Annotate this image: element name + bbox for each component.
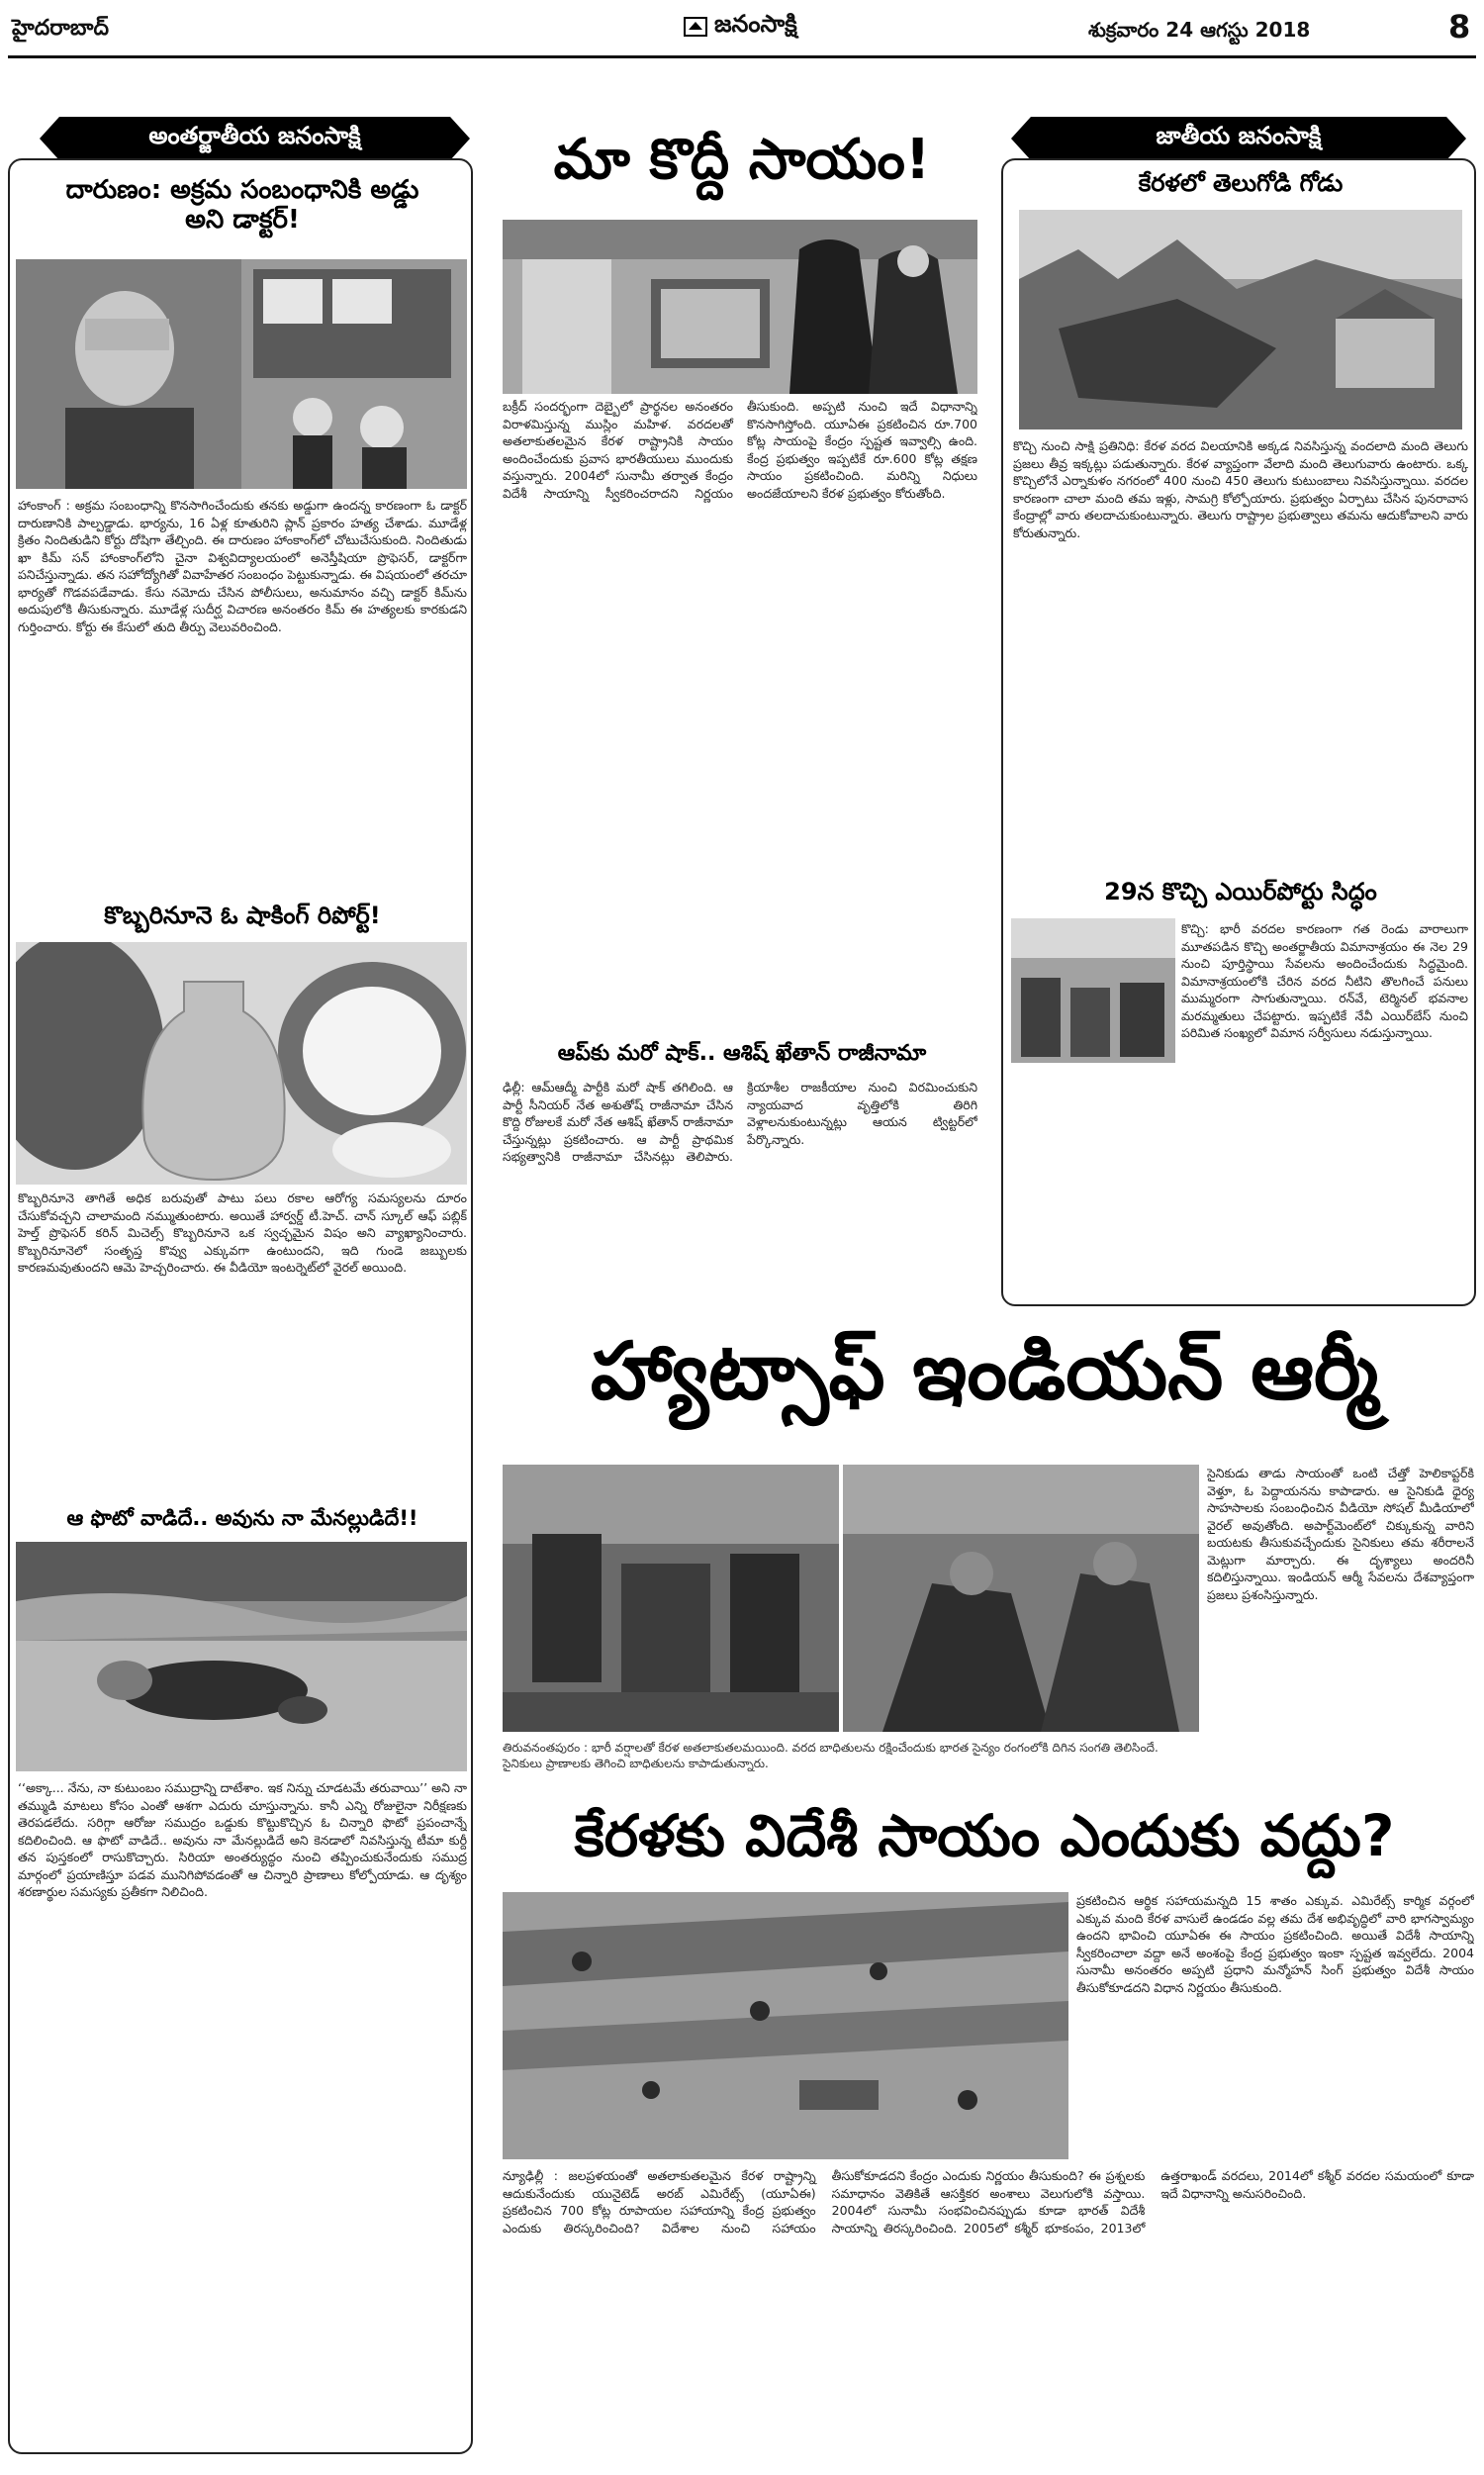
center-story1-photo	[503, 220, 977, 394]
feature-body: సైనికుడు తాడు సాయంతో ఒంటి చేత్తో హెలికాప్టర్‌కి వెళ్తూ, ఓ పెద్దాయనను కాపాడారు. ఆ సైనికుడి ధైర్య సాహసాలకు సంబంధించిన వీడియో సోషల్ మీడియాలో వైరల్ అవుతోంది. అపార్ట్‌మెంట్‌లో చిక్కుకున్న వారిని బయటకు తీసుకువచ్చేందుకు సైనికులు తమ శరీరాలనే మెట్లుగా మార్చారు. ఈ దృశ్యాలు అందరినీ కదిలిస్తున్నాయి. ఇండియన్ ఆర్మీ సేవలను దేశవ్యాప్తంగా ప్రజలు ప్రశంసిస్తున్నారు.	[1207, 1466, 1474, 1602]
section-tab-national-label: జాతీయ జనంసాక్షి	[1156, 122, 1322, 149]
right-story2-headline: 29న కొచ్చి ఎయిర్‌పోర్టు సిద్ధం	[1104, 878, 1377, 905]
center-story1-headline: మా కొద్దీ సాయం!	[553, 128, 931, 192]
masthead-rule	[8, 55, 1476, 58]
feature-caption: తిరువనంతపురం : భారీ వర్షాలతో కేరళ అతలాకుతలమయింది. వరద బాధితులను రక్షించేందుకు భారత సైన్యం రంగంలోకి దిగిన సంగతి తెలిసిందే. సైనికులు ప్రాణాలకు తెగించి బాధితులను కాపాడుతున్నారు.	[503, 1741, 1159, 1770]
right-story1-headline: కేరళలో తెలుగోడి గోడు	[1138, 169, 1344, 197]
masthead-date: శుక్రవారం 24 ఆగస్టు 2018	[1088, 18, 1311, 42]
right-story2-photo	[1011, 918, 1175, 1063]
feature-headline: హ్యాట్సాఫ్ ఇండియన్ ఆర్మీ	[590, 1325, 1379, 1417]
section-tab-international	[59, 117, 450, 160]
left-story2-body: కొబ్బరినూనె తాగితే అధిక బరువుతో పాటు పలు రకాల ఆరోగ్య సమస్యలను దూరం చేసుకోవచ్చని చాలామంది నమ్ముతుంటారు. అయితే హార్వర్డ్ టీ.హెచ్. చాన్ స్కూల్ ఆఫ్ పబ్లిక్ హెల్త్ ప్రొఫెసర్ కరిన్ మిచెల్స్ కొబ్బరినూనె ఒక స్వచ్ఛమైన విషం అని వ్యాఖ్యానించారు. కొబ్బరినూనెలో సంతృప్త కొవ్వు ఎక్కువగా ఉంటుందని, ఇది గుండె జబ్బులకు కారణమవుతుందని ఆమె హెచ్చరించారు. ఈ వీడియో ఇంటర్నెట్‌లో వైరల్ అయింది.	[18, 1190, 467, 1275]
section-tab-international-label: అంతర్జాతీయ జనంసాక్షి	[148, 122, 361, 149]
left-story1-photo	[16, 259, 467, 489]
coconut-oil-image	[16, 942, 467, 1185]
feature-photo-left	[503, 1465, 839, 1732]
left-story1-headline: దారుణం: అక్రమ సంబంధానికి అడ్డు అని డాక్టర్!	[65, 175, 419, 235]
army-rescue-image-1	[503, 1465, 839, 1732]
airport-photo-image	[1011, 918, 1175, 1063]
doctor-photo-image	[16, 259, 467, 489]
army-rescue-image-2	[843, 1465, 1199, 1732]
right-story2-body: కొచ్చి: భారీ వరదల కారణంగా గత రెండు వారాలుగా మూతపడిన కొచ్చి అంతర్జాతీయ విమానాశ్రయం ఈ నెల 29 నుంచి పూర్తిస్థాయి సేవలను అందించేందుకు సిద్ధమైంది. విమానాశ్రయంలోకి చేరిన వరద నీటిని తొలగించే పనులు ముమ్మరంగా సాగుతున్నాయి. రన్‌వే, టెర్మినల్ భవనాల మరమ్మతులు చేపట్టారు. ఇప్పటికే నేవీ ఎయిర్‌బేస్ నుంచి పరిమిత సంఖ్యలో విమాన సర్వీసులు నడుస్తున్నాయి.	[1181, 921, 1468, 1040]
left-column-box	[8, 158, 473, 2454]
logo-emblem-icon	[683, 14, 708, 40]
left-story3-body: ‘‘అక్కా... నేను, నా కుటుంబం సముద్రాన్ని దాటేశాం. ఇక నిన్ను చూడటమే తరువాయి’’ అని నా తమ్ముడి మాటలు కోసం ఎంతో ఆశగా ఎదురు చూస్తున్నాను. కానీ ఎన్ని రోజులైనా నిరీక్షణకు తెరపడలేదు. సరిగ్గా ఆరోజు సముద్రం ఒడ్డుకు కొట్టుకొచ్చిన ఓ చిన్నారి ఫొటో ప్రపంచాన్నే కదిలించింది. ఆ ఫొటో వాడిదే.. అవును నా మేనల్లుడిదే అని కెనడాలో నివసిస్తున్న టీమా కుర్దీ తన పుస్తకంలో రాసుకొచ్చారు. సిరియా అంతర్యుద్ధం నుంచి తప్పించుకునేందుకు సముద్ర మార్గంలో ప్రయాణిస్తూ పడవ మునిగిపోవడంతో ఆ చిన్నారి ప్రాణాలు కోల్పోయాడు. ఆ దృశ్యం శరణార్థుల సమస్యకు ప్రతీకగా నిలిచింది.	[18, 1780, 467, 1899]
flood-damage-image	[1019, 210, 1462, 429]
right-story1-body: కొచ్చి నుంచి సాక్షి ప్రతినిధి: కేరళ వరద విలయానికి అక్కడ నివసిస్తున్న వందలాది మంది తెలుగు ప్రజలు తీవ్ర ఇక్కట్లు పడుతున్నారు. కేరళ వ్యాప్తంగా వేలాది మంది తెలుగువారు ఉంటారు. ఒక్క కొచ్చిలోనే ఎర్నాకుళం నగరంలో 400 నుంచి 450 తెలుగు కుటుంబాలు నివసిస్తున్నాయి. వరదల కారణంగా చాలా మంది తమ ఇళ్లు, సామగ్రి కోల్పోయారు. ప్రభుత్వం ఏర్పాటు చేసిన పునరావాస కేంద్రాల్లో వారు తలదాచుకుంటున్నారు. తెలుగు రాష్ట్రాల ప్రభుత్వాలు తమను ఆదుకోవాలని వారు కోరుతున్నారు.	[1013, 438, 1468, 540]
donation-photo-image	[503, 220, 977, 394]
left-story1-body: హాంకాంగ్ : అక్రమ సంబంధాన్ని కొనసాగించేందుకు తనకు అడ్డుగా ఉందన్న కారణంగా ఓ డాక్టర్ దారుణానికి పాల్పడ్డాడు. భార్యను, 16 ఏళ్ల కూతురిని ప్లాన్ ప్రకారం హత్య చేశాడు. మూడేళ్ల క్రితం నిందితుడిని కోర్టు దోషిగా తేల్చింది. ఈ దారుణం హాంకాంగ్‌లో చోటుచేసుకుంది. నిందితుడు ఖా కిమ్ సన్ హాంకాంగ్‌లోని చైనా విశ్వవిద్యాలయంలో అనెస్తీషియా ప్రొఫెసర్, డాక్టర్‌గా పనిచేస్తున్నాడు. తన సహోద్యోగితో వివాహేతర సంబంధం పెట్టుకున్నాడు. ఈ విషయంలో తరచూ భార్యతో గొడవపడేవాడు. కేసు నమోదు చేసిన పోలీసులు, అనుమానం వచ్చి డాక్టర్ కిమ్‌ను అదుపులోకి తీసుకున్నారు. మూడేళ్ల సుదీర్ఘ విచారణ అనంతరం కిమ్ ఈ హత్యలకు కారకుడని గుర్తించారు. కోర్టు ఈ కేసులో తుది తీర్పు వెలువరించింది.	[18, 498, 467, 634]
beach-child-image	[16, 1542, 467, 1771]
right-column-box	[1001, 158, 1476, 1306]
right-story1-photo	[1019, 210, 1462, 429]
left-story2-headline: కొబ్బరినూనె ఓ షాకింగ్ రిపోర్ట్!	[104, 902, 381, 929]
page-number: 8	[1448, 8, 1471, 46]
feature-photo-right	[843, 1465, 1199, 1732]
left-story2-photo	[16, 942, 467, 1185]
left-story3-photo	[16, 1542, 467, 1771]
bottom-body: న్యూఢిల్లీ : జలప్రళయంతో అతలాకుతలమైన కేరళ రాష్ట్రాన్ని ఆదుకునేందుకు యునైటెడ్ అరబ్ ఎమిరేట్స్ (యూఏఈ) ప్రకటించిన 700 కోట్ల రూపాయల సహాయాన్ని కేంద్ర ప్రభుత్వం ఎందుకు తిరస్కరించింది? విదేశాల నుంచి సహాయం తీసుకోకూడదని కేంద్రం ఎందుకు నిర్ణయం తీసుకుంది? ఈ ప్రశ్నలకు సమాధానం వెతికితే ఆసక్తికర అంశాలు వెలుగులోకి వస్తాయి. 2004లో సునామీ సంభవించినప్పుడు కూడా భారత్ విదేశీ సాయాన్ని తిరస్కరించింది. 2005లో కశ్మీర్ భూకంపం, 2013లో ఉత్తరాఖండ్ వరదలు, 2014లో కశ్మీర్ వరదల సమయంలో కూడా ఇదే విధానాన్ని అనుసరించింది.	[503, 2168, 1474, 2236]
masthead-logo	[683, 10, 797, 44]
bottom-headline: కేరళకు విదేశీ సాయం ఎందుకు వద్దు?	[574, 1802, 1395, 1869]
center-story2-headline: ఆప్‌కు మరో షాక్.. ఆశిష్ ఖేతాన్ రాజీనామా	[557, 1041, 927, 1066]
bottom-side-body: ప్రకటించిన ఆర్థిక సహాయమన్నది 15 శాతం ఎక్కువ. ఎమిరేట్స్ కార్మిక వర్గంలో ఎక్కువ మంది కేరళ వాసులే ఉండడం వల్ల తమ దేశ అభివృద్ధిలో వారి భాగస్వామ్యం ఉందని భావించి యూఏఈ ఈ సాయం ప్రకటించింది. అయితే విదేశీ సాయాన్ని స్వీకరించాలా వద్దా అనే అంశంపై కేంద్ర ప్రభుత్వం ఇంకా స్పష్టత ఇవ్వలేదు. 2004 సునామీ అనంతరం అప్పటి ప్రధాని మన్మోహన్ సింగ్ ప్రభుత్వం విదేశీ సాయం తీసుకోకూడదని విధాన నిర్ణయం తీసుకుంది.	[1076, 1893, 1474, 1995]
flood-rescue-aerial-image	[503, 1892, 1068, 2159]
center-story1-body: బక్రీద్ సందర్భంగా దెబ్బైలో ప్రార్థనల అనంతరం విరాళమిస్తున్న ముస్లిం మహిళ. వరదలతో అతలాకుతలమైన కేరళ రాష్ట్రానికి సాయం అందించేందుకు ప్రవాస భారతీయులు ముందుకు వస్తున్నారు. 2004లో సునామీ తర్వాత కేంద్రం విదేశీ సాయాన్ని స్వీకరించరాదని నిర్ణయం తీసుకుంది. అప్పటి నుంచి ఇదే విధానాన్ని కొనసాగిస్తోంది. యూఏఈ ప్రకటించిన రూ.700 కోట్ల సాయంపై కేంద్రం స్పష్టత ఇవ్వాల్సి ఉంది. కేంద్ర ప్రభుత్వం ఇప్పటికే రూ.600 కోట్ల తక్షణ సాయం ప్రకటించింది. మరిన్ని నిధులు అందజేయాలని కేరళ ప్రభుత్వం కోరుతోంది.	[503, 399, 977, 501]
section-tab-national	[1031, 117, 1446, 160]
bottom-photo	[503, 1892, 1068, 2159]
left-story3-headline: ఆ ఫొటో వాడిదే.. అవును నా మేనల్లుడిదే!!	[66, 1506, 418, 1530]
masthead-logo-text: జనంసాక్షి	[714, 10, 797, 38]
masthead-city: హైదరాబాద్	[12, 16, 109, 41]
center-story2-body: ఢిల్లీ: ఆమ్‌ఆద్మీ పార్టీకి మరో షాక్ తగిలింది. ఆ పార్టీ సీనియర్ నేత అశుతోష్ రాజీనామా చేసిన కొద్ది రోజులకే మరో నేత ఆశిష్ ఖేతాన్ రాజీనామా చేస్తున్నట్లు ప్రకటించారు. ఆ పార్టీ ప్రాథమిక సభ్యత్వానికి రాజీనామా చేసినట్లు తెలిపారు. క్రియాశీల రాజకీయాల నుంచి విరమించుకుని న్యాయవాద వృత్తిలోకి తిరిగి వెళ్లాలనుకుంటున్నట్లు ఆయన ట్విట్టర్‌లో పేర్కొన్నారు.	[503, 1080, 977, 1164]
